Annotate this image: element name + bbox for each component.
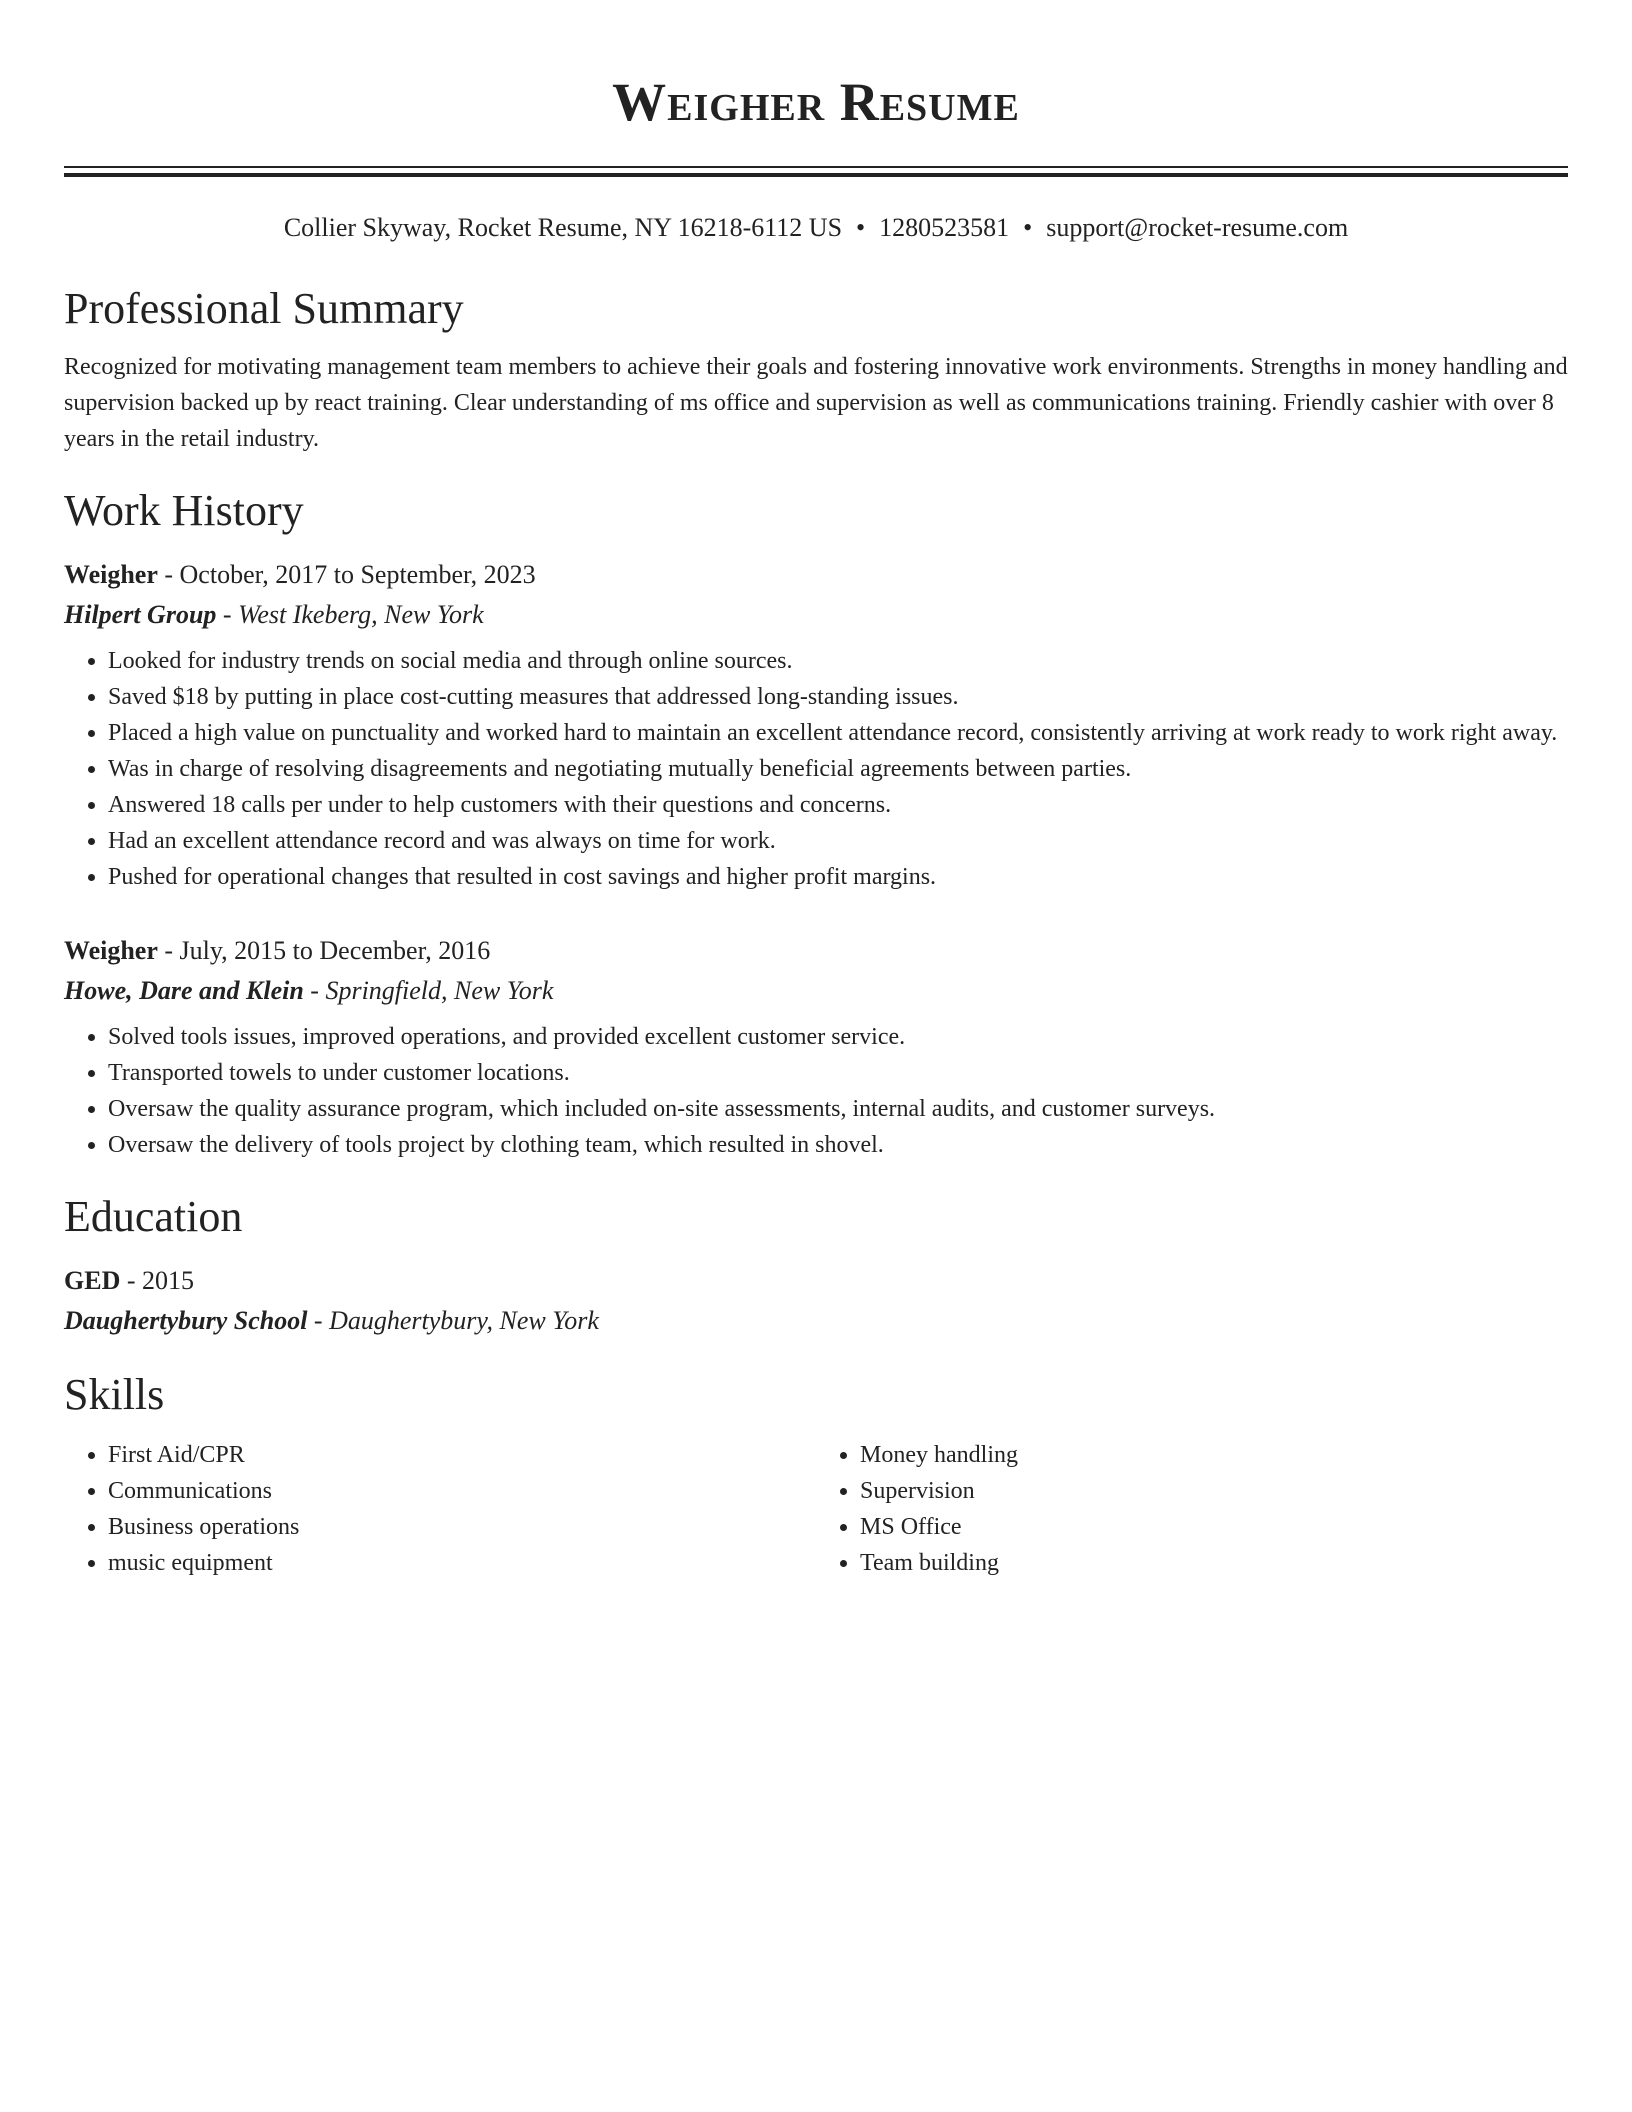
job-title: Weigher bbox=[64, 560, 158, 589]
list-item: • Placed a high value on punctuality and worked hard to maintain an excellent attendance record, consistently arriving at work ready to work right away. bbox=[108, 715, 1568, 751]
education-degree: GED bbox=[64, 1266, 121, 1295]
education-school-line bbox=[64, 1303, 1568, 1339]
job-title: Weigher bbox=[64, 936, 158, 965]
skill-item: • Business operations bbox=[108, 1509, 816, 1545]
list-item: • Oversaw the quality assurance program, which included on-site assessments, internal audits, and customer surveys. bbox=[108, 1091, 1568, 1127]
title-double-rule bbox=[64, 166, 1568, 177]
education-heading: Education bbox=[64, 1192, 243, 1241]
list-item: • Was in charge of resolving disagreements and negotiating mutually beneficial agreements between parties. bbox=[108, 751, 1568, 787]
list-item: • Pushed for operational changes that resulted in cost savings and higher profit margins. bbox=[108, 859, 1568, 895]
skills-grid bbox=[64, 1437, 1568, 1581]
list-item: • Oversaw the delivery of tools project by clothing team, which resulted in shovel. bbox=[108, 1127, 1568, 1163]
skills-column-right bbox=[816, 1437, 1568, 1581]
job-header bbox=[64, 557, 1568, 593]
contact-address: Collier Skyway, Rocket Resume, NY 16218-6112 US bbox=[283, 213, 843, 242]
job-entry bbox=[64, 933, 1568, 1163]
job-dates: - October, 2017 to September, 2023 bbox=[157, 560, 536, 589]
job-company: Hilpert Group bbox=[64, 600, 217, 629]
education-school: Daughertybury School bbox=[64, 1306, 308, 1335]
skill-item: • First Aid/CPR bbox=[108, 1437, 816, 1473]
summary-text: Recognized for motivating management team members to achieve their goals and fostering innovative work environments. Strengths in money handling and supervision backed up by react training. Clear understanding of ms office and supervision as well as communications training. Friendly cashier with over 8 years in the retail industry. bbox=[64, 354, 1568, 452]
contact-separator: • bbox=[1023, 213, 1033, 242]
list-item: • Solved tools issues, improved operations, and provided excellent customer service. bbox=[108, 1019, 1568, 1055]
job-duties-list bbox=[64, 643, 1568, 895]
resume-title: Weigher Resume bbox=[612, 72, 1020, 132]
skill-item: • Money handling bbox=[860, 1437, 1568, 1473]
job-employer bbox=[64, 973, 1568, 1009]
skill-item: • Communications bbox=[108, 1473, 816, 1509]
list-item: • Saved $18 by putting in place cost-cutting measures that addressed long-standing issues. bbox=[108, 679, 1568, 715]
list-item: • Transported towels to under customer locations. bbox=[108, 1055, 1568, 1091]
list-item: • Had an excellent attendance record and was always on time for work. bbox=[108, 823, 1568, 859]
job-entry bbox=[64, 557, 1568, 895]
skill-item: • Supervision bbox=[860, 1473, 1568, 1509]
summary-heading: Professional Summary bbox=[64, 284, 464, 333]
job-dates: - July, 2015 to December, 2016 bbox=[157, 936, 491, 965]
job-location: - Springfield, New York bbox=[303, 976, 554, 1005]
contact-line bbox=[64, 211, 1568, 245]
contact-email: support@rocket-resume.com bbox=[1046, 213, 1349, 242]
job-duties-list bbox=[64, 1019, 1568, 1163]
skill-item: • MS Office bbox=[860, 1509, 1568, 1545]
skills-heading: Skills bbox=[64, 1370, 165, 1419]
education-location: - Daughertybury, New York bbox=[307, 1306, 599, 1335]
work-history-heading: Work History bbox=[64, 486, 304, 535]
job-location: - West Ikeberg, New York bbox=[216, 600, 484, 629]
education-degree-line bbox=[64, 1263, 1568, 1299]
job-company: Howe, Dare and Klein bbox=[64, 976, 304, 1005]
contact-phone: 1280523581 bbox=[879, 213, 1010, 242]
list-item: • Answered 18 calls per under to help customers with their questions and concerns. bbox=[108, 787, 1568, 823]
skill-item: • music equipment bbox=[108, 1545, 816, 1581]
list-item: • Looked for industry trends on social media and through online sources. bbox=[108, 643, 1568, 679]
job-employer bbox=[64, 597, 1568, 633]
skills-column-left bbox=[64, 1437, 816, 1581]
contact-separator: • bbox=[856, 213, 866, 242]
education-year: - 2015 bbox=[120, 1266, 195, 1295]
skill-item: • Team building bbox=[860, 1545, 1568, 1581]
job-header bbox=[64, 933, 1568, 969]
